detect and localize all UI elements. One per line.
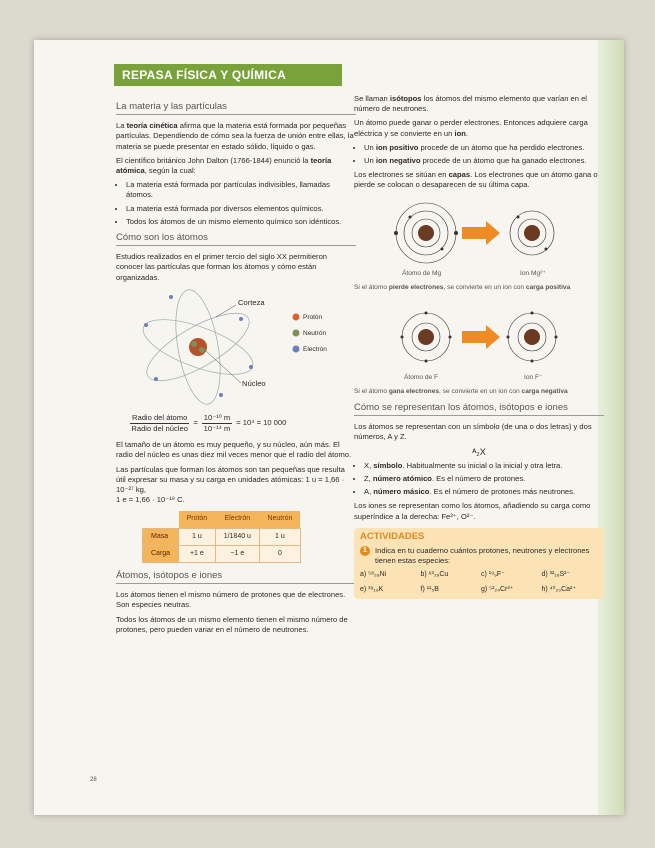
page-number: 28 [90, 777, 97, 783]
list-item: • Un ion negativo procede de un átomo que ha ganado electrones. [364, 156, 604, 166]
legend-electron: Electrón [303, 345, 327, 353]
text: Estudios realizados en el primer tercio del siglo XX permitieron conocer las partículas que forman los átomos y cómo están organizadas. [116, 252, 328, 282]
label-corteza: Corteza [238, 297, 265, 307]
activities-box [354, 528, 604, 599]
caption-mg: Si el átomo pierde electrones, se convierte en un ion con carga positiva [354, 283, 571, 291]
text: Los electrones se sitúan en capas. Los electrones que un átomo gana o pierde se colocan o desaparecen de su última capa. [354, 170, 598, 190]
text: Las partículas que forman los átomos son tan pequeñas que resulta útil expresar su masa y su carga en unidades atómicas: 1 u = 1,66 · 10⁻²⁷ kg, [116, 464, 345, 495]
left-column [116, 96, 356, 639]
text: 1 e = 1,66 · 10⁻¹⁹ C. [116, 495, 185, 505]
label-mg-atom: Átomo de Mg [402, 269, 442, 277]
page [34, 40, 624, 815]
list-item: • A, número másico. Es el número de protones más neutrones. [364, 487, 604, 497]
text: El tamaño de un átomo es muy pequeño, y su núcleo, aún más. El radio del núcleo es unas diez mil veces menor que el radio del átomo. [116, 440, 352, 460]
section-banner: REPASA FÍSICA Y QUÍMICA [114, 64, 342, 86]
list-item: • La materia está formada por diversos elementos químicos. [126, 204, 356, 214]
label-mg-ion: Ion Mg²⁺ [520, 269, 546, 277]
table-row: Masa 1 u 1/1840 u 1 u [143, 528, 301, 545]
list-item: h) ⁴⁰₂₀Ca²⁺ [541, 585, 577, 593]
activity-question: Indica en tu cuaderno cuántos protones, neutrones y electrones tienen estas especies: [375, 546, 590, 566]
list-item: c) ¹⁹₉F⁻ [481, 571, 505, 579]
text: Los átomos se representan con un símbolo (de una o dos letras) y dos números, A y Z. [354, 422, 592, 442]
label-f-atom: Átomo de F [404, 373, 439, 381]
list-item: • X, símbolo. Habitualmente su inicial o la inicial y otra letra. [364, 461, 604, 471]
radius-ratio: $\frac{\text{Radio del átomo}}{\text{Radio del núcleo}}$ = $\frac{\text{10⁻¹⁰ m}}{\text{10⁻¹⁴ m}}$ = 10⁴ = 10 000 [131, 412, 287, 434]
right-column [354, 94, 604, 599]
text: El científico británico John Dalton (1766-1844) enunció la teoría atómica, según la cual: [116, 155, 332, 176]
list-item: f) ¹¹₅B [420, 585, 439, 593]
activity-1 [360, 546, 598, 566]
text: Todos los átomos de un mismo elemento tienen el mismo número de protones, pero pueden variar en el número de neutrones. [116, 614, 348, 634]
particles-table: Protón Electrón Neutrón Masa 1 u 1/1840 u 1 u Carga +1 e −1 e 0 [142, 511, 301, 563]
legend-proton: Protón [303, 313, 323, 321]
heading-isotopos: Átomos, isótopos e iones [116, 571, 356, 584]
list-item: • Todos los átomos de un mismo elemento químico son idénticos. [126, 217, 356, 227]
list-item: a) ⁵⁸₂₈Ni [360, 571, 387, 579]
legend-neutron: Neutrón [303, 329, 327, 337]
dalton-list [116, 180, 356, 227]
text: La teoría cinética afirma que la materia está formada por pequeñas partículas. Dependiendo de cómo sea la fuerza de unión entre ellas, la materia se puede presentar en estado sólido, líquido o gas. [116, 121, 354, 151]
symbol-notation: ᴬ₂X [472, 446, 486, 457]
species-list [360, 570, 598, 594]
label-nucleo: Núcleo [242, 378, 266, 388]
list-item: • Un ion positivo procede de un átomo que ha perdido electrones. [364, 143, 604, 153]
list-item: • Z, número atómico. Es el número de protones. [364, 474, 604, 484]
ion-list [354, 143, 604, 166]
text: Un átomo puede ganar o perder electrones. Entonces adquiere carga eléctrica y se convierte en un ion. [354, 118, 588, 138]
activity-number: 1 [360, 546, 370, 556]
list-item: e) ³⁹₁₉K [360, 585, 384, 593]
list-item: g) ⁵²₂₄Cr³⁺ [481, 585, 514, 593]
list-item: • La materia está formada por partículas indivisibles, llamadas átomos. [126, 180, 356, 200]
heading-atomos: Cómo son los átomos [116, 233, 356, 246]
list-item: d) ³²₁₆S²⁻ [541, 571, 571, 579]
text: Los átomos tienen el mismo número de protones que de electrones. Son especies neutras. [116, 590, 346, 610]
label-f-ion: Ion F⁻ [524, 373, 543, 381]
list-item: b) ⁶³₂₉Cu [420, 571, 449, 579]
mg-ion-figure [354, 195, 604, 281]
atom-diagram [116, 287, 356, 407]
f-ion-figure [354, 299, 604, 385]
table-row: Carga +1 e −1 e 0 [143, 545, 301, 562]
caption-f: Si el átomo gana electrones, se convierte en un ion con carga negativa [354, 387, 568, 395]
heading-representacion: Cómo se representan los átomos, isótopos e iones [354, 403, 604, 416]
heading-materia: La materia y las partículas [116, 102, 356, 115]
text: Los iones se representan como los átomos, añadiendo su carga como superíndice a la derecha: Fe³⁺, O²⁻. [354, 501, 591, 521]
text: Se llaman isótopos los átomos del mismo elemento que varían en el número de neutrones. [354, 94, 587, 114]
activities-title: ACTIVIDADES [360, 530, 425, 542]
notation-list [354, 461, 604, 498]
